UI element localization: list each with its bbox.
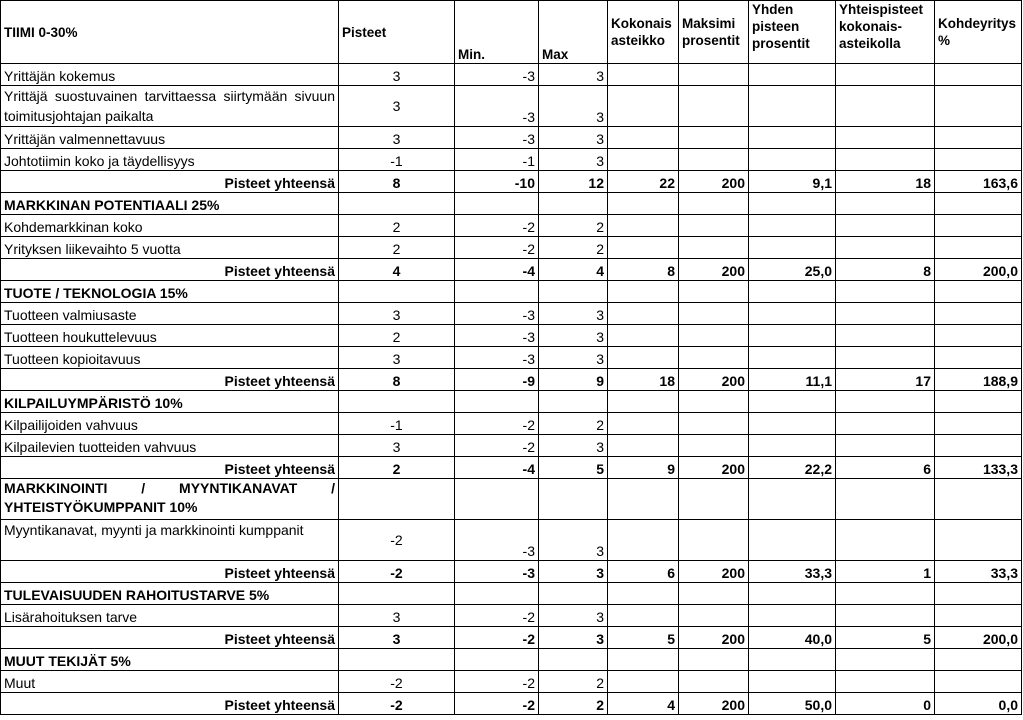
cell-max: 4 bbox=[539, 259, 608, 281]
cell-min: -2 bbox=[455, 693, 539, 715]
cell-pisteet bbox=[339, 649, 455, 671]
cell-yhden-pisteen-prosentit bbox=[749, 86, 836, 127]
cell-max: 3 bbox=[539, 627, 608, 649]
cell-yhteispisteet: 17 bbox=[836, 369, 935, 391]
cell-min: -2 bbox=[455, 237, 539, 259]
cell-maksimiprosentit bbox=[679, 413, 749, 435]
cell-label: Lisärahoituksen tarve bbox=[1, 605, 339, 627]
cell-min: -3 bbox=[455, 520, 539, 561]
cell-label: Kilpailevien tuotteiden vahvuus bbox=[1, 435, 339, 457]
cell-yhteispisteet bbox=[836, 413, 935, 435]
cell-kohdeyritys: 163,6 bbox=[935, 171, 1022, 193]
cell-pisteet bbox=[339, 479, 455, 520]
header-yhden-pisteen-prosentit: Yhden pisteen prosentit bbox=[749, 1, 836, 64]
cell-kohdeyritys bbox=[935, 303, 1022, 325]
cell-yhden-pisteen-prosentit bbox=[749, 605, 836, 627]
cell-min: -10 bbox=[455, 171, 539, 193]
cell-yhteispisteet bbox=[836, 583, 935, 605]
cell-yhden-pisteen-prosentit bbox=[749, 391, 836, 413]
cell-yhteispisteet bbox=[836, 520, 935, 561]
cell-kokonaisasteikko bbox=[608, 64, 679, 86]
cell-yhden-pisteen-prosentit bbox=[749, 583, 836, 605]
cell-yhden-pisteen-prosentit: 33,3 bbox=[749, 561, 836, 583]
cell-yhden-pisteen-prosentit bbox=[749, 215, 836, 237]
cell-yhteispisteet: 18 bbox=[836, 171, 935, 193]
cell-kokonaisasteikko bbox=[608, 671, 679, 693]
cell-yhteispisteet bbox=[836, 671, 935, 693]
cell-max: 3 bbox=[539, 303, 608, 325]
cell-kokonaisasteikko bbox=[608, 281, 679, 303]
cell-max: 3 bbox=[539, 86, 608, 127]
cell-yhteispisteet bbox=[836, 303, 935, 325]
cell-maksimiprosentit bbox=[679, 64, 749, 86]
cell-yhden-pisteen-prosentit bbox=[749, 347, 836, 369]
cell-max: 2 bbox=[539, 215, 608, 237]
cell-pisteet: 3 bbox=[339, 303, 455, 325]
cell-yhden-pisteen-prosentit bbox=[749, 649, 836, 671]
cell-pisteet: -2 bbox=[339, 561, 455, 583]
cell-pisteet: 8 bbox=[339, 369, 455, 391]
cell-pisteet: -2 bbox=[339, 671, 455, 693]
cell-yhden-pisteen-prosentit: 25,0 bbox=[749, 259, 836, 281]
cell-kokonaisasteikko bbox=[608, 649, 679, 671]
cell-yhden-pisteen-prosentit bbox=[749, 520, 836, 561]
cell-min bbox=[455, 479, 539, 520]
total-row bbox=[1, 561, 1022, 583]
header-row bbox=[1, 1, 1022, 64]
cell-label: Yrityksen liikevaihto 5 vuotta bbox=[1, 237, 339, 259]
cell-min: -3 bbox=[455, 303, 539, 325]
cell-yhteispisteet bbox=[836, 86, 935, 127]
cell-pisteet: 3 bbox=[339, 64, 455, 86]
cell-yhteispisteet bbox=[836, 281, 935, 303]
cell-max bbox=[539, 193, 608, 215]
cell-kohdeyritys bbox=[935, 86, 1022, 127]
cell-min: -2 bbox=[455, 627, 539, 649]
header-max: Max bbox=[539, 1, 608, 64]
cell-yhden-pisteen-prosentit bbox=[749, 413, 836, 435]
cell-min: -4 bbox=[455, 259, 539, 281]
cell-pisteet: 2 bbox=[339, 237, 455, 259]
cell-kohdeyritys bbox=[935, 347, 1022, 369]
cell-kokonaisasteikko bbox=[608, 127, 679, 149]
cell-kokonaisasteikko: 22 bbox=[608, 171, 679, 193]
total-row bbox=[1, 693, 1022, 715]
cell-yhden-pisteen-prosentit: 50,0 bbox=[749, 693, 836, 715]
cell-kohdeyritys: 0,0 bbox=[935, 693, 1022, 715]
cell-max: 3 bbox=[539, 561, 608, 583]
cell-kokonaisasteikko bbox=[608, 347, 679, 369]
cell-label: Kohdemarkkinan koko bbox=[1, 215, 339, 237]
cell-label: Pisteet yhteensä bbox=[1, 627, 339, 649]
total-row bbox=[1, 369, 1022, 391]
cell-yhteispisteet bbox=[836, 237, 935, 259]
cell-min: -3 bbox=[455, 561, 539, 583]
cell-yhteispisteet bbox=[836, 435, 935, 457]
cell-label: Johtotiimin koko ja täydellisyys bbox=[1, 149, 339, 171]
cell-label: Myyntikanavat, myynti ja markkinointi kumppanit bbox=[1, 520, 339, 561]
cell-min: -3 bbox=[455, 347, 539, 369]
cell-maksimiprosentit: 200 bbox=[679, 259, 749, 281]
cell-min: -3 bbox=[455, 86, 539, 127]
cell-max: 3 bbox=[539, 127, 608, 149]
cell-yhteispisteet: 0 bbox=[836, 693, 935, 715]
cell-yhteispisteet: 8 bbox=[836, 259, 935, 281]
cell-max bbox=[539, 281, 608, 303]
table-row bbox=[1, 237, 1022, 259]
cell-min: -3 bbox=[455, 64, 539, 86]
cell-label: Pisteet yhteensä bbox=[1, 457, 339, 479]
header-category: TIIMI 0-30% bbox=[1, 1, 339, 64]
cell-label: Pisteet yhteensä bbox=[1, 171, 339, 193]
cell-label: Tuotteen valmiusaste bbox=[1, 303, 339, 325]
cell-kokonaisasteikko: 9 bbox=[608, 457, 679, 479]
cell-label: KILPAILUYMPÄRISTÖ 10% bbox=[1, 391, 339, 413]
cell-min: -9 bbox=[455, 369, 539, 391]
header-pisteet: Pisteet bbox=[339, 1, 455, 64]
cell-yhteispisteet bbox=[836, 479, 935, 520]
header-kohdeyritys: Kohdeyritys % bbox=[935, 1, 1022, 64]
cell-max bbox=[539, 649, 608, 671]
cell-kohdeyritys bbox=[935, 149, 1022, 171]
cell-min: -2 bbox=[455, 605, 539, 627]
cell-yhteispisteet bbox=[836, 127, 935, 149]
cell-label: Pisteet yhteensä bbox=[1, 369, 339, 391]
cell-yhden-pisteen-prosentit: 40,0 bbox=[749, 627, 836, 649]
cell-pisteet: 2 bbox=[339, 215, 455, 237]
cell-label: Pisteet yhteensä bbox=[1, 693, 339, 715]
cell-yhteispisteet bbox=[836, 605, 935, 627]
cell-max: 2 bbox=[539, 237, 608, 259]
cell-max bbox=[539, 391, 608, 413]
cell-max bbox=[539, 583, 608, 605]
cell-kohdeyritys: 33,3 bbox=[935, 561, 1022, 583]
cell-pisteet: -2 bbox=[339, 693, 455, 715]
cell-label: Pisteet yhteensä bbox=[1, 561, 339, 583]
cell-kokonaisasteikko: 4 bbox=[608, 693, 679, 715]
cell-pisteet: 3 bbox=[339, 435, 455, 457]
cell-kokonaisasteikko bbox=[608, 605, 679, 627]
cell-kohdeyritys: 200,0 bbox=[935, 627, 1022, 649]
cell-min: -3 bbox=[455, 325, 539, 347]
cell-yhteispisteet bbox=[836, 64, 935, 86]
cell-kohdeyritys bbox=[935, 520, 1022, 561]
cell-pisteet: 4 bbox=[339, 259, 455, 281]
cell-maksimiprosentit bbox=[679, 215, 749, 237]
cell-kokonaisasteikko bbox=[608, 303, 679, 325]
cell-yhden-pisteen-prosentit bbox=[749, 303, 836, 325]
cell-max: 3 bbox=[539, 149, 608, 171]
cell-maksimiprosentit bbox=[679, 671, 749, 693]
table-row bbox=[1, 605, 1022, 627]
cell-yhden-pisteen-prosentit bbox=[749, 149, 836, 171]
cell-kohdeyritys bbox=[935, 583, 1022, 605]
cell-kokonaisasteikko bbox=[608, 149, 679, 171]
cell-yhden-pisteen-prosentit: 9,1 bbox=[749, 171, 836, 193]
cell-label: MARKKINAN POTENTIAALI 25% bbox=[1, 193, 339, 215]
cell-yhden-pisteen-prosentit bbox=[749, 127, 836, 149]
cell-min bbox=[455, 583, 539, 605]
cell-pisteet: 8 bbox=[339, 171, 455, 193]
cell-maksimiprosentit bbox=[679, 127, 749, 149]
cell-yhteispisteet: 1 bbox=[836, 561, 935, 583]
cell-maksimiprosentit bbox=[679, 435, 749, 457]
cell-yhden-pisteen-prosentit: 22,2 bbox=[749, 457, 836, 479]
cell-yhteispisteet bbox=[836, 325, 935, 347]
cell-label: Yrittäjän valmennettavuus bbox=[1, 127, 339, 149]
cell-yhden-pisteen-prosentit bbox=[749, 325, 836, 347]
cell-min bbox=[455, 649, 539, 671]
cell-kohdeyritys: 133,3 bbox=[935, 457, 1022, 479]
cell-maksimiprosentit: 200 bbox=[679, 561, 749, 583]
cell-maksimiprosentit bbox=[679, 149, 749, 171]
cell-max: 2 bbox=[539, 671, 608, 693]
table-row bbox=[1, 86, 1022, 127]
cell-label: MARKKINOINTI / MYYNTIKANAVAT / YHTEISTYÖKUMPPANIT 10% bbox=[1, 479, 339, 520]
total-row bbox=[1, 627, 1022, 649]
cell-label: Tuotteen houkuttelevuus bbox=[1, 325, 339, 347]
cell-kokonaisasteikko bbox=[608, 583, 679, 605]
cell-maksimiprosentit bbox=[679, 193, 749, 215]
cell-kokonaisasteikko bbox=[608, 325, 679, 347]
cell-pisteet: 3 bbox=[339, 127, 455, 149]
cell-kohdeyritys bbox=[935, 64, 1022, 86]
cell-maksimiprosentit bbox=[679, 479, 749, 520]
cell-maksimiprosentit: 200 bbox=[679, 369, 749, 391]
cell-kokonaisasteikko bbox=[608, 391, 679, 413]
section-row bbox=[1, 281, 1022, 303]
header-yhteispisteet: Yhteispisteet kokonais-asteikolla bbox=[836, 1, 935, 64]
cell-kohdeyritys bbox=[935, 325, 1022, 347]
table-row bbox=[1, 303, 1022, 325]
cell-maksimiprosentit bbox=[679, 303, 749, 325]
cell-kohdeyritys bbox=[935, 605, 1022, 627]
cell-pisteet: -1 bbox=[339, 413, 455, 435]
cell-max: 3 bbox=[539, 347, 608, 369]
cell-maksimiprosentit bbox=[679, 520, 749, 561]
cell-max: 9 bbox=[539, 369, 608, 391]
cell-max: 3 bbox=[539, 325, 608, 347]
total-row bbox=[1, 259, 1022, 281]
section-row bbox=[1, 479, 1022, 520]
cell-max: 3 bbox=[539, 435, 608, 457]
cell-yhden-pisteen-prosentit: 11,1 bbox=[749, 369, 836, 391]
table-row bbox=[1, 149, 1022, 171]
cell-kohdeyritys bbox=[935, 215, 1022, 237]
cell-max: 3 bbox=[539, 64, 608, 86]
cell-maksimiprosentit bbox=[679, 583, 749, 605]
table-row bbox=[1, 435, 1022, 457]
cell-max: 5 bbox=[539, 457, 608, 479]
table-row bbox=[1, 127, 1022, 149]
table-row bbox=[1, 64, 1022, 86]
cell-maksimiprosentit: 200 bbox=[679, 627, 749, 649]
cell-kohdeyritys: 200,0 bbox=[935, 259, 1022, 281]
header-min: Min. bbox=[455, 1, 539, 64]
cell-pisteet: -1 bbox=[339, 149, 455, 171]
cell-maksimiprosentit bbox=[679, 649, 749, 671]
cell-pisteet: 3 bbox=[339, 86, 455, 127]
table-row bbox=[1, 671, 1022, 693]
cell-kohdeyritys bbox=[935, 413, 1022, 435]
cell-kohdeyritys bbox=[935, 671, 1022, 693]
cell-max bbox=[539, 479, 608, 520]
cell-pisteet: 3 bbox=[339, 347, 455, 369]
cell-min: -2 bbox=[455, 215, 539, 237]
cell-maksimiprosentit: 200 bbox=[679, 457, 749, 479]
cell-maksimiprosentit bbox=[679, 325, 749, 347]
cell-maksimiprosentit bbox=[679, 605, 749, 627]
cell-kokonaisasteikko bbox=[608, 413, 679, 435]
cell-kokonaisasteikko: 18 bbox=[608, 369, 679, 391]
cell-kohdeyritys bbox=[935, 649, 1022, 671]
cell-max: 2 bbox=[539, 693, 608, 715]
cell-kohdeyritys bbox=[935, 479, 1022, 520]
cell-kohdeyritys bbox=[935, 435, 1022, 457]
cell-kohdeyritys: 188,9 bbox=[935, 369, 1022, 391]
cell-kokonaisasteikko bbox=[608, 193, 679, 215]
cell-pisteet bbox=[339, 281, 455, 303]
table-row bbox=[1, 347, 1022, 369]
cell-kohdeyritys bbox=[935, 281, 1022, 303]
cell-max: 2 bbox=[539, 413, 608, 435]
header-kokonaisasteikko: Kokonais asteikko bbox=[608, 1, 679, 64]
cell-max: 3 bbox=[539, 605, 608, 627]
cell-label: TULEVAISUUDEN RAHOITUSTARVE 5% bbox=[1, 583, 339, 605]
cell-maksimiprosentit bbox=[679, 281, 749, 303]
cell-label: Pisteet yhteensä bbox=[1, 259, 339, 281]
cell-pisteet: 2 bbox=[339, 457, 455, 479]
table-row bbox=[1, 325, 1022, 347]
cell-maksimiprosentit: 200 bbox=[679, 171, 749, 193]
cell-yhden-pisteen-prosentit bbox=[749, 435, 836, 457]
cell-yhteispisteet bbox=[836, 391, 935, 413]
cell-label: Muut bbox=[1, 671, 339, 693]
cell-kokonaisasteikko bbox=[608, 479, 679, 520]
cell-kokonaisasteikko bbox=[608, 520, 679, 561]
cell-kokonaisasteikko: 5 bbox=[608, 627, 679, 649]
cell-min bbox=[455, 193, 539, 215]
cell-label: Yrittäjä suostuvainen tarvittaessa siirtymään sivuun toimitusjohtajan paikalta bbox=[1, 86, 339, 127]
cell-kokonaisasteikko: 8 bbox=[608, 259, 679, 281]
cell-kokonaisasteikko bbox=[608, 215, 679, 237]
cell-yhden-pisteen-prosentit bbox=[749, 237, 836, 259]
cell-maksimiprosentit: 200 bbox=[679, 693, 749, 715]
cell-min bbox=[455, 391, 539, 413]
cell-label: Yrittäjän kokemus bbox=[1, 64, 339, 86]
cell-yhden-pisteen-prosentit bbox=[749, 193, 836, 215]
cell-maksimiprosentit bbox=[679, 237, 749, 259]
cell-maksimiprosentit bbox=[679, 347, 749, 369]
cell-pisteet bbox=[339, 391, 455, 413]
cell-yhteispisteet bbox=[836, 649, 935, 671]
total-row bbox=[1, 457, 1022, 479]
cell-maksimiprosentit bbox=[679, 86, 749, 127]
cell-yhden-pisteen-prosentit bbox=[749, 64, 836, 86]
cell-label: MUUT TEKIJÄT 5% bbox=[1, 649, 339, 671]
cell-yhteispisteet bbox=[836, 215, 935, 237]
section-row bbox=[1, 193, 1022, 215]
table-row bbox=[1, 520, 1022, 561]
cell-yhteispisteet bbox=[836, 347, 935, 369]
section-row bbox=[1, 583, 1022, 605]
cell-kokonaisasteikko bbox=[608, 86, 679, 127]
cell-yhteispisteet: 5 bbox=[836, 627, 935, 649]
cell-max: 3 bbox=[539, 520, 608, 561]
cell-yhteispisteet: 6 bbox=[836, 457, 935, 479]
cell-pisteet: -2 bbox=[339, 520, 455, 561]
cell-pisteet: 3 bbox=[339, 605, 455, 627]
cell-min: -1 bbox=[455, 149, 539, 171]
total-row bbox=[1, 171, 1022, 193]
cell-yhden-pisteen-prosentit bbox=[749, 479, 836, 520]
cell-label: TUOTE / TEKNOLOGIA 15% bbox=[1, 281, 339, 303]
cell-kohdeyritys bbox=[935, 237, 1022, 259]
cell-yhteispisteet bbox=[836, 193, 935, 215]
cell-min bbox=[455, 281, 539, 303]
cell-kokonaisasteikko bbox=[608, 435, 679, 457]
cell-kohdeyritys bbox=[935, 127, 1022, 149]
table-row bbox=[1, 413, 1022, 435]
cell-pisteet: 3 bbox=[339, 627, 455, 649]
header-maksimiprosentit: Maksimi prosentit bbox=[679, 1, 749, 64]
section-row bbox=[1, 649, 1022, 671]
cell-yhden-pisteen-prosentit bbox=[749, 671, 836, 693]
cell-min: -3 bbox=[455, 127, 539, 149]
cell-label: Tuotteen kopioitavuus bbox=[1, 347, 339, 369]
table-row bbox=[1, 215, 1022, 237]
cell-kokonaisasteikko bbox=[608, 237, 679, 259]
cell-label: Kilpailijoiden vahvuus bbox=[1, 413, 339, 435]
section-row bbox=[1, 391, 1022, 413]
cell-pisteet: 2 bbox=[339, 325, 455, 347]
cell-yhden-pisteen-prosentit bbox=[749, 281, 836, 303]
cell-pisteet bbox=[339, 193, 455, 215]
cell-maksimiprosentit bbox=[679, 391, 749, 413]
cell-max: 12 bbox=[539, 171, 608, 193]
cell-yhteispisteet bbox=[836, 149, 935, 171]
cell-min: -2 bbox=[455, 435, 539, 457]
cell-min: -4 bbox=[455, 457, 539, 479]
cell-min: -2 bbox=[455, 413, 539, 435]
cell-kohdeyritys bbox=[935, 193, 1022, 215]
cell-min: -2 bbox=[455, 671, 539, 693]
cell-pisteet bbox=[339, 583, 455, 605]
cell-kohdeyritys bbox=[935, 391, 1022, 413]
cell-kokonaisasteikko: 6 bbox=[608, 561, 679, 583]
